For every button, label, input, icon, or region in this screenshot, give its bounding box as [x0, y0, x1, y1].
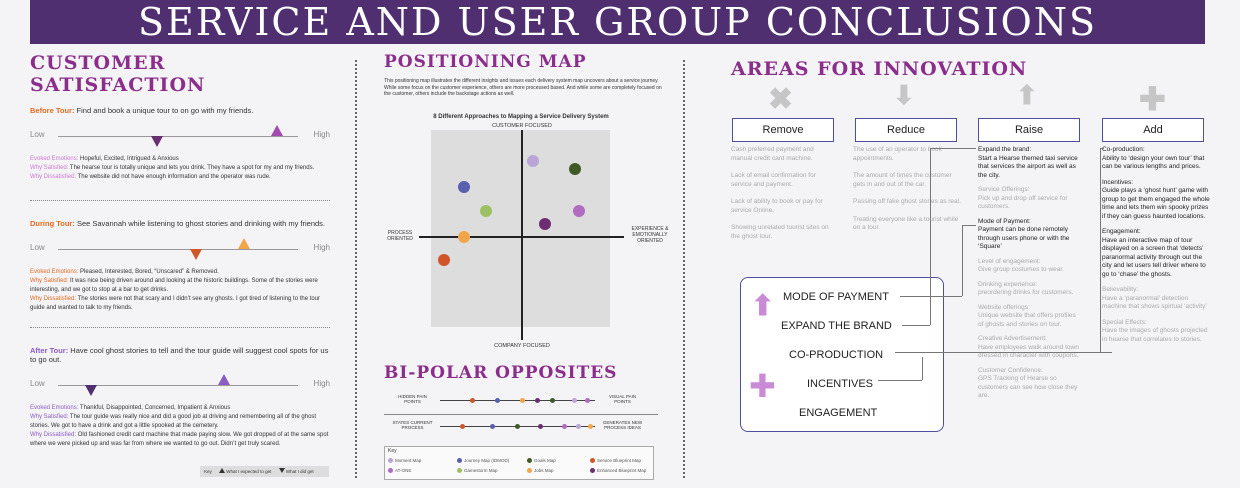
- journey-map-dot: [458, 181, 470, 193]
- add-box: Add: [1102, 118, 1204, 142]
- during-tour-heading: During Tour: See Savannah while listening to ghost stories and drinking with my friends.: [30, 219, 326, 228]
- innovation-title: AREAS FOR INNOVATION: [731, 58, 1028, 80]
- during-scale: [30, 238, 330, 260]
- remove-item: Cash preferred payment and manual credit card machine.: [731, 146, 814, 162]
- before-emotions: Evoked Emotions: Hopeful, Excited, Intrigued & Anxious: [30, 156, 179, 162]
- connector-line: [1100, 148, 1104, 149]
- section-title: POSITIONING MAP: [384, 52, 587, 72]
- divider: [384, 414, 658, 415]
- key-item: Service Blueprint Map: [590, 458, 641, 463]
- customer-satisfaction-section: [30, 52, 330, 449]
- after-emotions: Evoked Emotions: Thankful, Disappointed, Concerned, Impatient & Anxious: [30, 405, 231, 411]
- bipolar-dot: [515, 424, 520, 429]
- down-arrow-icon: ⬇: [893, 80, 915, 110]
- raise-item: Creative Advertisement: Have employees walk around town dressed in character with coupons.: [978, 335, 1079, 359]
- scale-line: [58, 249, 298, 250]
- remove-item: Lack of email confirmation for service and payment.: [731, 172, 816, 188]
- raise-item: Expand the brand: Start a Hearse themed taxi service that services the airport as well as the city.: [978, 146, 1078, 179]
- during-emotions: Evoked Emotions: Pleased, Interested, Bored, “Unscared” & Removed.: [30, 269, 219, 275]
- bipolar-row-process: [390, 418, 655, 438]
- key-title: Key: [388, 448, 397, 454]
- scale-high-label: High: [313, 243, 330, 252]
- bipolar-dot: [535, 398, 540, 403]
- summary-item: CO-PRODUCTION: [789, 349, 884, 361]
- summary-item: INCENTIVES: [807, 378, 874, 390]
- after-scale: [30, 374, 330, 396]
- actual-marker: [151, 136, 163, 147]
- column-divider: [355, 60, 357, 478]
- connector-line: [1100, 148, 1101, 352]
- bipolar-dot: [562, 424, 567, 429]
- bipolar-dot: [572, 398, 577, 403]
- positioning-map-section: [384, 52, 664, 98]
- before-tour-heading: Before Tour: Find and book a unique tour to on go with my friends.: [30, 106, 254, 115]
- scale-low-label: Low: [30, 379, 45, 388]
- remove-list: [731, 146, 836, 241]
- goals-map-dot: [569, 163, 581, 175]
- key-item: AT-ONE: [388, 468, 411, 473]
- remove-item: Showing unrelated tourist sites on the ghost tour.: [731, 224, 829, 240]
- key-item: Jobs Map: [527, 468, 554, 473]
- during-dissatisfied: Why Dissatisfied: The stories were not that scary and I didn’t see any ghosts. I got tired of listening to the tour guide and wanted to talk to my friends.: [30, 296, 321, 311]
- connector-line: [878, 380, 922, 381]
- connector-line: [900, 296, 962, 297]
- key-item: Gamestorm Map: [457, 468, 498, 473]
- key-item: Goals Map: [527, 458, 556, 463]
- section-title: CUSTOMER SATISFACTION: [30, 52, 206, 96]
- summary-item: MODE OF PAYMENT: [783, 291, 889, 303]
- add-item: Co-production: Ability to ‘design your own tour’ that can be various lengths and prices.: [1102, 146, 1205, 170]
- remove-item: Lack of ability to book or pay for service Online.: [731, 198, 823, 214]
- after-tour-heading: After Tour: Have cool ghost stories to tell and the tour guide will suggest cool spots for us to go out.: [30, 346, 329, 364]
- reduce-list: [853, 146, 961, 233]
- innovation-summary-box: [740, 277, 944, 432]
- raise-item: Service Offerings: Pick up and drop off service for customers.: [978, 186, 1068, 210]
- raise-item: Level of engagement: Give group costumes to wear.: [978, 257, 1064, 273]
- bipolar-dot: [585, 398, 590, 403]
- connector-line: [902, 325, 930, 326]
- axis-top-label: CUSTOMER FOCUSED: [492, 123, 552, 129]
- before-dissatisfied: Why Dissatisfied: The website did not have enough information and the operator was rude.: [30, 174, 271, 180]
- satisfaction-key: Key What I expected to get What I did get: [200, 466, 329, 477]
- raise-item: Website offerings: Unique website that offers profiles of ghosts and stories on tour.: [978, 303, 1076, 328]
- title-banner: [30, 0, 1205, 44]
- enhanced-blueprint-dot: [539, 218, 551, 230]
- connector-line: [930, 148, 931, 325]
- reduce-item: Passing off fake ghost stories as real.: [853, 198, 961, 205]
- during-satisfied: Why Satisfied: It was nice being driven around and looking at the historic buildings. Some of the stories were interesting, and we got to stop at a bar to get drinks.: [30, 278, 318, 293]
- horizontal-axis: [419, 236, 624, 238]
- key-item: Moment Map: [388, 458, 421, 463]
- connector-line: [962, 225, 963, 296]
- remove-box: Remove: [732, 118, 834, 142]
- remove-x-icon: ✖: [768, 83, 794, 116]
- add-item: Special Effects: Have the images of ghosts projected in hearse that correlates to stories.: [1102, 318, 1208, 343]
- bipolar-left-label: HIDDEN PAIN POINTS: [398, 394, 427, 404]
- up-arrow-icon: ⬆: [1016, 80, 1038, 110]
- did-key-icon: [279, 468, 285, 473]
- before-satisfied: Why Satisfied: The hearse tour is totally unique and lets you drink. They have a spot for my and my friends.: [30, 165, 315, 171]
- summary-item: ENGAGEMENT: [799, 407, 878, 419]
- raise-list: [978, 146, 1082, 401]
- positioning-description: This positioning map illustrates the different insights and issues each delivery system map uncovers about a service journey. While some focus on the customer experience, others are more processed based. And while some are completely focused on the customer, others include the backstage actions as well.: [384, 78, 662, 97]
- add-list: [1102, 146, 1212, 344]
- axis-right-label: EXPERIENCE & EMOTIONALLY ORIENTED: [631, 226, 669, 244]
- axis-left-label: PROCESS ORIENTED: [387, 230, 413, 242]
- connector-line: [962, 225, 976, 226]
- bipolar-dot: [550, 398, 555, 403]
- at-one-dot: [573, 205, 585, 217]
- add-item: Believability: Have a ‘paranormal’ detection machine that shows spirtual ‘activity’: [1102, 286, 1207, 310]
- column-divider: [683, 60, 685, 478]
- raise-box: Raise: [978, 118, 1080, 142]
- bipolar-row-pain-points: [390, 392, 655, 412]
- raise-item: Customer Confidence: GPS Tracking of Hearse so customers can see how close they are.: [978, 366, 1078, 399]
- reduce-item: The use of an operator to book appointments.: [853, 146, 942, 162]
- connector-line: [895, 352, 1112, 353]
- scale-line: [58, 136, 298, 137]
- service-blueprint-dot: [438, 254, 450, 266]
- jobs-map-dot: [458, 231, 470, 243]
- connector-line: [930, 148, 976, 149]
- add-item: Incentives: Guide plays a ‘ghost hunt’ game with group to get them engaged the whole time and lets them win spooky prizes if they can guess haunted locations.: [1102, 178, 1210, 220]
- bipolar-dot: [460, 424, 465, 429]
- raise-item: Drinking experience: preordering drinks for customers.: [978, 280, 1074, 296]
- actual-marker: [190, 249, 202, 260]
- bipolar-right-label: VISUAL PAIN POINTS: [608, 394, 637, 404]
- bipolar-dot: [470, 398, 475, 403]
- bipolar-dot: [490, 424, 495, 429]
- bipolar-dot: [588, 424, 593, 429]
- bipolar-title: BI-POLAR OPPOSITES: [384, 363, 618, 383]
- bipolar-dot: [576, 424, 581, 429]
- connector-line: [922, 357, 923, 380]
- axis-bottom-label: COMPANY FOCUSED: [494, 343, 550, 349]
- map-key: [384, 446, 654, 480]
- scale-high-label: High: [313, 379, 330, 388]
- page-title: SERVICE AND USER GROUP CONCLUSIONS: [137, 0, 1098, 44]
- plus-icon: ✚: [749, 368, 776, 404]
- scale-high-label: High: [313, 130, 330, 139]
- divider: [30, 200, 330, 201]
- raise-item: Mode of Payment: Payment can be done remotely through users phone or with the ‘Square’: [978, 217, 1070, 250]
- actual-marker: [85, 385, 97, 396]
- after-satisfied: Why Satisfied: The tour guide was really nice and did a good job at driving and remembering all of the ghost stories. We got to have a drink and got a little spooked at the cemetery.: [30, 414, 317, 429]
- bipolar-left-label: STATES CURRENT PROCESS: [392, 420, 433, 430]
- after-dissatisfied: Why Dissatisfied: Old fashioned credit card machine that made paying slow. We got dropped of at the same spot where we were picked up and was far from where we wanted to go out. Didn’t get truly scared.: [30, 432, 329, 447]
- summary-item: EXPAND THE BRAND: [781, 320, 892, 332]
- expected-marker: [218, 374, 230, 385]
- reduce-box: Reduce: [855, 118, 957, 142]
- scale-low-label: Low: [30, 243, 45, 252]
- add-item: Engagement: Have an interactive map of tour displayed on a screen that ‘detects’ paranormal activity through out the city and let users tell driver where to go to ‘chase’ the ghosts.: [1102, 228, 1206, 278]
- moment-map-dot: [527, 155, 539, 167]
- expected-marker: [271, 125, 283, 136]
- bipolar-dot: [495, 398, 500, 403]
- bipolar-right-label: GENERATES NEW PROCESS IDEAS: [602, 420, 643, 430]
- plus-icon: ✚: [1139, 81, 1166, 117]
- up-arrow-icon: ⬆: [751, 290, 775, 321]
- before-scale: [30, 125, 330, 147]
- chart-title: 8 Different Approaches to Mapping a Service Delivery System: [433, 114, 609, 120]
- key-item: Journey Map (IDMOD): [457, 458, 509, 463]
- vertical-axis: [521, 130, 523, 340]
- reduce-item: The amount of times the customer gets in and out of the car.: [853, 172, 952, 188]
- reduce-item: Treating everyone like a tourist while on a tour.: [853, 215, 959, 231]
- expected-marker: [238, 238, 250, 249]
- gamestorm-map-dot: [480, 205, 492, 217]
- scale-low-label: Low: [30, 130, 45, 139]
- divider: [30, 327, 330, 328]
- bipolar-dot: [538, 424, 543, 429]
- bipolar-dot: [520, 398, 525, 403]
- expected-key-icon: [219, 468, 225, 473]
- key-item: Enhanced Blueprint Map: [590, 468, 646, 473]
